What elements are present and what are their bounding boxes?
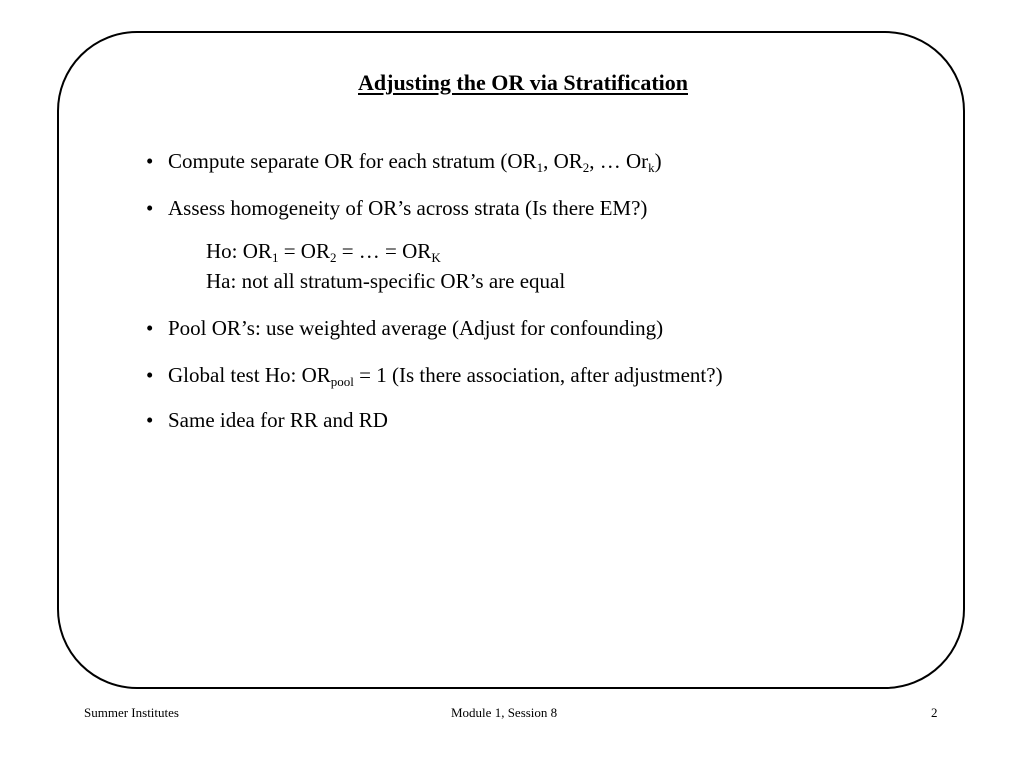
hypothesis-text: Ha: not all stratum-specific OR’s are equal xyxy=(206,269,566,293)
subscript: 2 xyxy=(329,250,337,265)
bullet-text: Same idea for RR and RD xyxy=(168,408,388,432)
bullet-global-test xyxy=(146,362,723,388)
page-number: 2 xyxy=(931,705,938,720)
footer-left: Summer Institutes xyxy=(84,705,179,720)
bullet-text: = 1 (Is there association, after adjustment?) xyxy=(353,363,723,387)
bullet-text: Pool OR’s: use weighted average (Adjust for confounding) xyxy=(168,316,664,340)
subscript: 2 xyxy=(582,160,590,175)
bullet-pool-or xyxy=(146,315,663,341)
bullet-assess-homogeneity xyxy=(146,195,647,221)
slide-title: Adjusting the OR via Stratification xyxy=(358,70,688,95)
hypothesis-text: = … = OR xyxy=(336,239,432,263)
bullet-marker: • xyxy=(146,408,154,432)
bullet-text: Assess homogeneity of OR’s across strata (Is there EM?) xyxy=(168,196,648,220)
alternative-hypothesis-line xyxy=(206,268,565,294)
bullet-compute-or xyxy=(146,148,662,174)
hypothesis-text: = OR xyxy=(278,239,330,263)
bullet-marker: • xyxy=(146,363,154,387)
bullet-marker: • xyxy=(146,316,154,340)
subscript: 1 xyxy=(271,250,279,265)
subscript: pool xyxy=(330,374,354,389)
bullet-text: Compute separate OR for each stratum (OR xyxy=(168,149,537,173)
hypothesis-text: Ho: OR xyxy=(206,239,272,263)
bullet-same-idea xyxy=(146,407,388,433)
bullet-text: ) xyxy=(654,149,662,173)
bullet-text: , OR xyxy=(543,149,583,173)
null-hypothesis-line xyxy=(206,238,441,264)
bullet-marker: • xyxy=(146,149,154,173)
subscript: 1 xyxy=(536,160,544,175)
footer-center: Module 1, Session 8 xyxy=(451,705,558,720)
bullet-marker: • xyxy=(146,196,154,220)
slide-frame xyxy=(57,31,965,689)
bullet-text: , … Or xyxy=(589,149,649,173)
subscript: K xyxy=(431,250,441,265)
subscript: k xyxy=(648,160,655,175)
bullet-text: Global test Ho: OR xyxy=(168,363,331,387)
